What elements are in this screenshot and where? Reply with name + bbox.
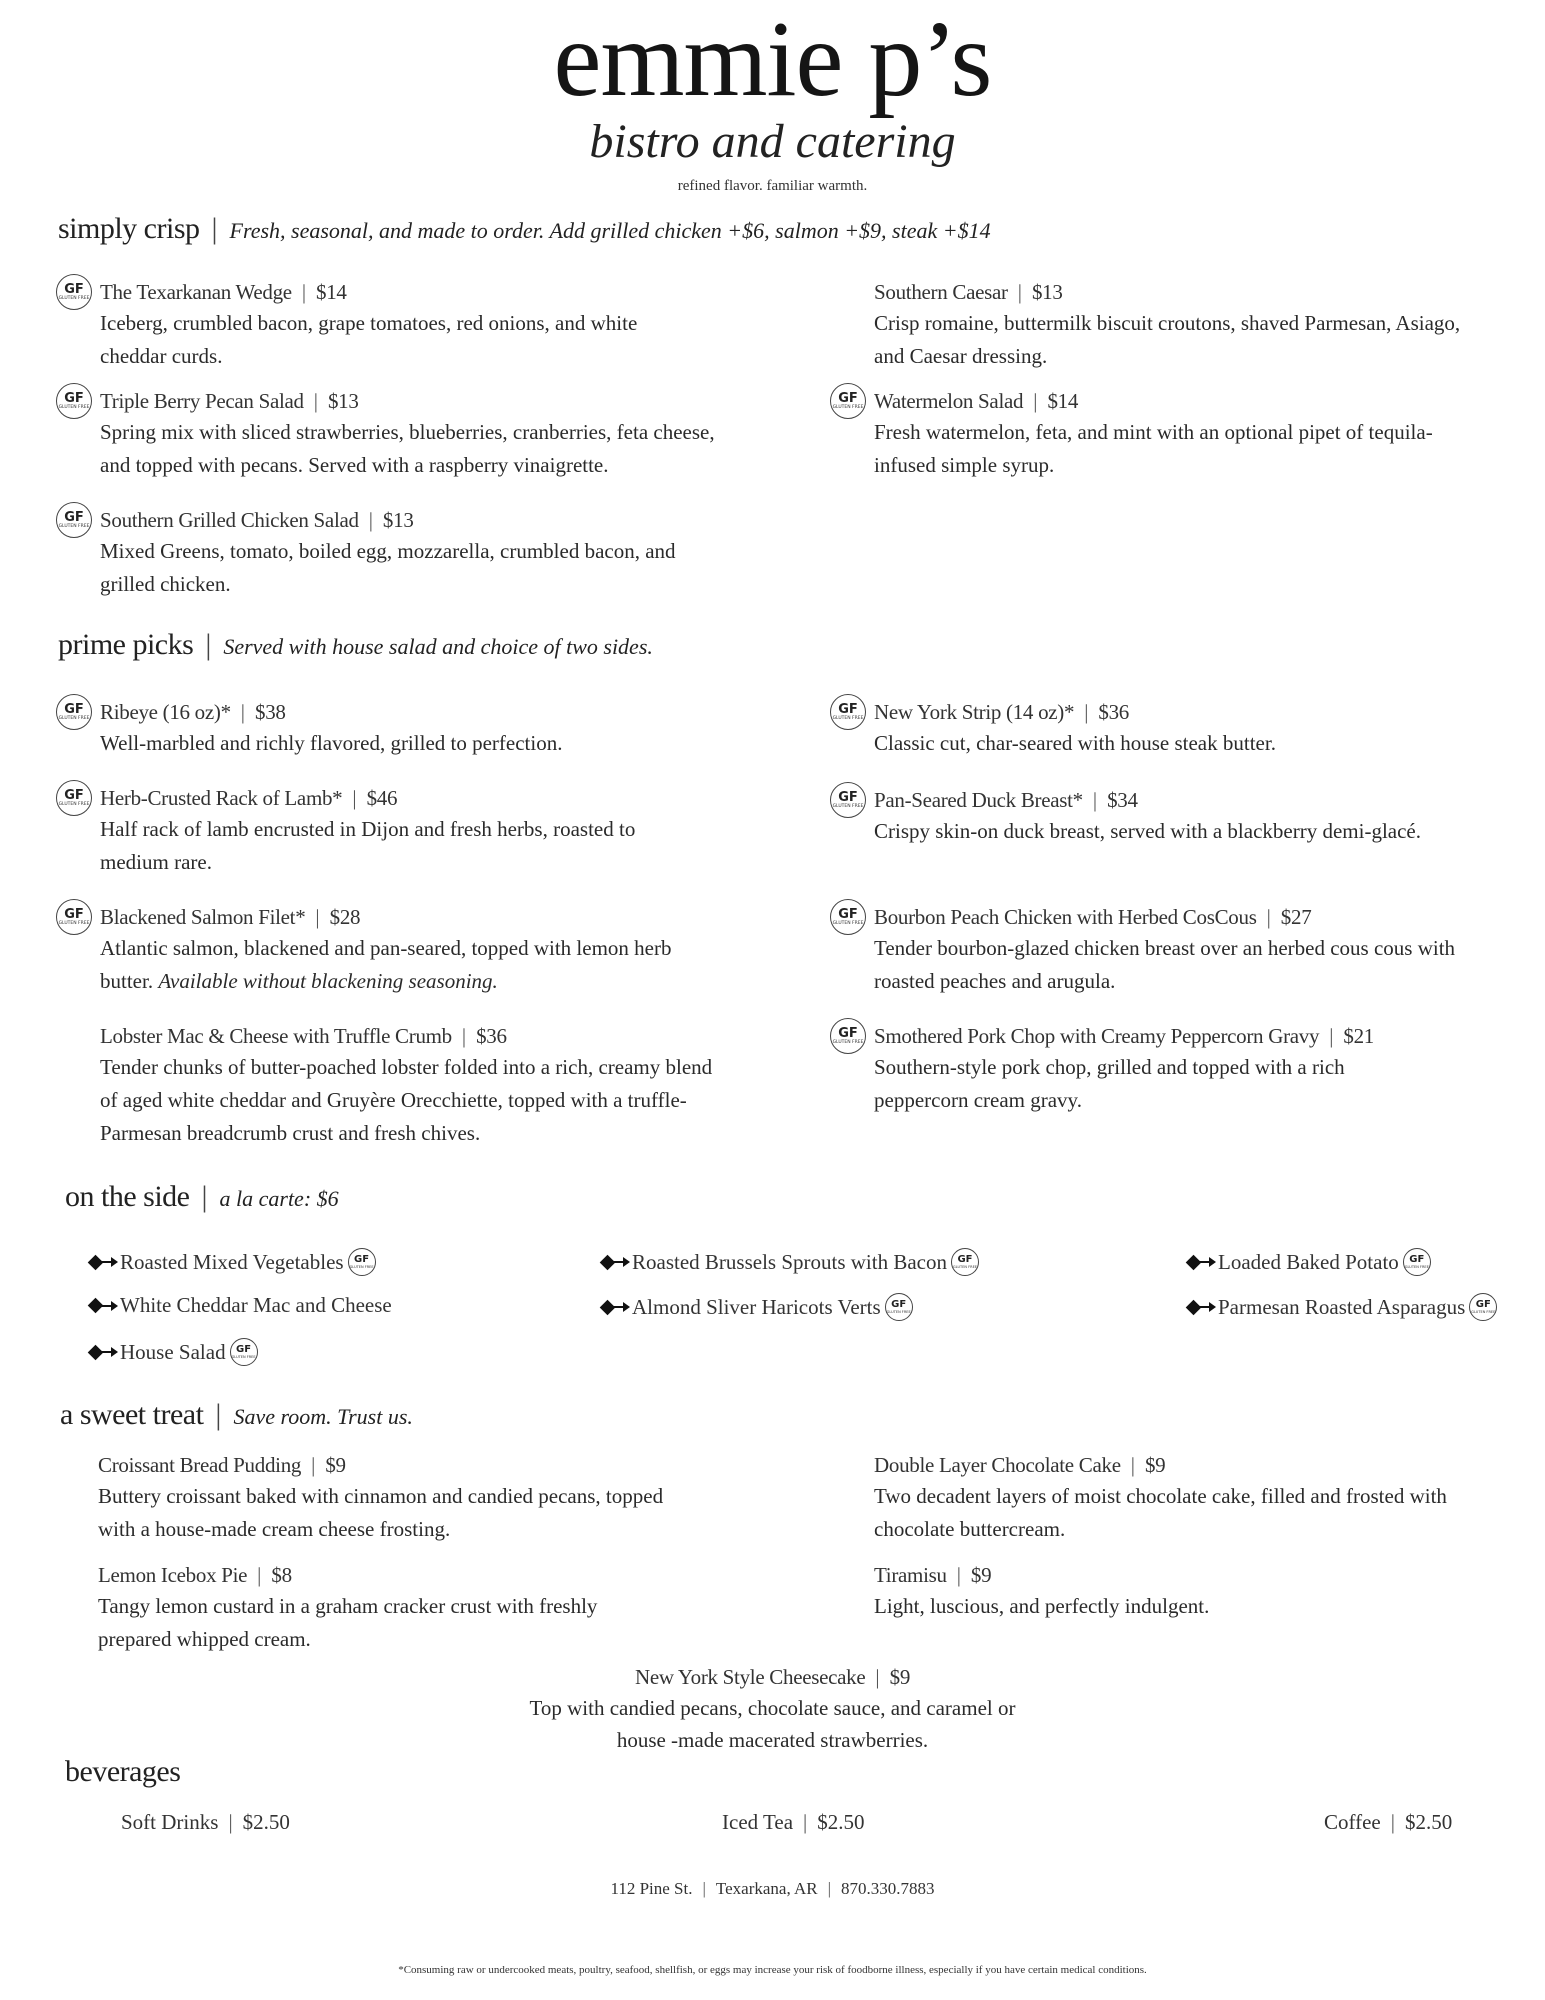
item-description: Fresh watermelon, feta, and mint with an optional pipet of tequila-infused simple syrup. bbox=[874, 420, 1433, 477]
item-name: New York Strip (14 oz)* bbox=[874, 699, 1075, 724]
side-item bbox=[90, 1293, 392, 1318]
footer-address: 112 Pine St. bbox=[610, 1879, 693, 1898]
menu-item: Lobster Mac & Cheese with Truffle Crumb | $36 Tender chunks of butter-poached lobster folded into a rich, creamy blend of aged white cheddar and Gruyère Orecchiette, topped with a truffle-Parmesan breadcrumb crust and fresh chives. bbox=[58, 1021, 698, 1150]
section-note: Fresh, seasonal, and made to order. Add grilled chicken +$6, salmon +$9, steak +$14 bbox=[229, 218, 991, 243]
menu-item: GF GLUTEN FREE Triple Berry Pecan Salad | $13 Spring mix with sliced strawberries, blueberries, cranberries, feta cheese, and topped with pecans. Served with a raspberry vinaigrette. bbox=[58, 386, 698, 482]
item-description: Iceberg, crumbled bacon, grape tomatoes, red onions, and white cheddar curds. bbox=[100, 311, 638, 368]
item-description: Tender bourbon-glazed chicken breast over an herbed cous cous with roasted peaches and arugula. bbox=[874, 936, 1456, 993]
side-item bbox=[602, 1293, 913, 1321]
divider: | bbox=[205, 628, 212, 661]
item-price: $21 bbox=[1343, 1023, 1375, 1048]
item-price: $13 bbox=[1031, 279, 1063, 304]
item-description: Buttery croissant baked with cinnamon and candied pecans, topped with a house-made cream cheese frosting. bbox=[98, 1484, 664, 1541]
item-price: $36 bbox=[476, 1023, 507, 1048]
beverage-item: Coffee | $2.50 bbox=[1324, 1810, 1453, 1834]
footer-phone: 870.330.7883 bbox=[841, 1879, 935, 1898]
item-price: $8 bbox=[271, 1562, 292, 1587]
beverage-price: $2.50 bbox=[817, 1810, 865, 1834]
section-title: prime picks bbox=[58, 628, 194, 661]
gluten-free-icon: GF GLUTEN FREE bbox=[830, 383, 866, 419]
beverage-item: Iced Tea | $2.50 bbox=[722, 1810, 865, 1834]
section-note: Served with house salad and choice of two sides. bbox=[223, 634, 653, 659]
item-name: Blackened Salmon Filet* bbox=[100, 904, 306, 929]
gluten-free-icon: GF GLUTEN FREE bbox=[56, 383, 92, 419]
item-name: Lobster Mac & Cheese with Truffle Crumb bbox=[100, 1023, 452, 1048]
beverage-name: Soft Drinks bbox=[121, 1810, 219, 1834]
menu-item: GF GLUTEN FREE Ribeye (16 oz)* | $38 Well-marbled and richly flavored, grilled to perfection. bbox=[58, 697, 698, 760]
footer-disclaimer: *Consuming raw or undercooked meats, poultry, seafood, shellfish, or eggs may increase your risk of foodborne illness, especially if you have certain medical conditions. bbox=[398, 1964, 1147, 1976]
gluten-free-icon: GF GLUTEN FREE bbox=[885, 1293, 913, 1321]
item-price: $28 bbox=[329, 904, 361, 929]
item-name: Ribeye (16 oz)* bbox=[100, 699, 231, 724]
side-item bbox=[90, 1248, 376, 1276]
item-price: $9 bbox=[1144, 1452, 1166, 1477]
menu-item: GF GLUTEN FREE Pan-Seared Duck Breast* | $34 Crispy skin-on duck breast, served with a blackberry demi-glacé. bbox=[832, 785, 1472, 848]
item-description: Spring mix with sliced strawberries, blueberries, cranberries, feta cheese, and topped with pecans. Served with a raspberry vinaigrette. bbox=[100, 420, 715, 477]
bullet-icon bbox=[90, 1300, 118, 1311]
item-description: Crispy skin-on duck breast, served with a blackberry demi-glacé. bbox=[874, 819, 1421, 843]
side-item bbox=[1188, 1248, 1431, 1276]
divider: | bbox=[211, 212, 218, 245]
gluten-free-icon: GF GLUTEN FREE bbox=[56, 502, 92, 538]
section-note: Save room. Trust us. bbox=[233, 1404, 413, 1429]
item-price: $36 bbox=[1098, 699, 1130, 724]
item-name: Pan-Seared Duck Breast* bbox=[874, 787, 1083, 812]
beverage-name: Iced Tea bbox=[722, 1810, 794, 1834]
item-description-text: Atlantic salmon, blackened and pan-seared, topped with lemon herb butter. bbox=[100, 936, 672, 993]
side-name: Roasted Brussels Sprouts with Bacon bbox=[632, 1249, 947, 1274]
item-name: Bourbon Peach Chicken with Herbed CosCous bbox=[874, 904, 1257, 929]
gluten-free-icon: GF GLUTEN FREE bbox=[830, 694, 866, 730]
item-description: Crisp romaine, buttermilk biscuit croutons, shaved Parmesan, Asiago, and Caesar dressing. bbox=[874, 311, 1461, 368]
side-item bbox=[90, 1338, 258, 1366]
footer-city: Texarkana, AR bbox=[715, 1879, 818, 1898]
gluten-free-icon: GF GLUTEN FREE bbox=[348, 1248, 376, 1276]
item-name: Southern Grilled Chicken Salad bbox=[100, 507, 359, 532]
dessert-item: Tiramisu | $9 Light, luscious, and perfectly indulgent. bbox=[874, 1560, 1514, 1623]
item-description: Two decadent layers of moist chocolate cake, filled and frosted with chocolate buttercream. bbox=[874, 1484, 1447, 1541]
item-description-note: Available without blackening seasoning. bbox=[158, 969, 498, 993]
section-heading-entrees bbox=[58, 628, 653, 662]
item-description: Southern-style pork chop, grilled and topped with a rich peppercorn cream gravy. bbox=[874, 1055, 1345, 1112]
dessert-item-featured: New York Style Cheesecake | $9 Top with candied pecans, chocolate sauce, and caramel or house -made macerated strawberries. bbox=[0, 1662, 1545, 1756]
bullet-icon bbox=[602, 1257, 630, 1268]
side-name: White Cheddar Mac and Cheese bbox=[120, 1293, 392, 1317]
gluten-free-icon: GF GLUTEN FREE bbox=[830, 899, 866, 935]
side-name: Almond Sliver Haricots Verts bbox=[632, 1294, 881, 1319]
menu-item: GF GLUTEN FREE Southern Grilled Chicken Salad | $13 Mixed Greens, tomato, boiled egg, mozzarella, crumbled bacon, and grilled chicken. bbox=[58, 505, 698, 601]
brand-name: emmie p’s bbox=[553, 0, 992, 119]
divider: | bbox=[201, 1180, 208, 1213]
divider: | bbox=[215, 1398, 222, 1431]
bullet-icon bbox=[1188, 1257, 1216, 1268]
beverage-price: $2.50 bbox=[242, 1810, 290, 1834]
item-description: Classic cut, char-seared with house steak butter. bbox=[874, 731, 1276, 755]
menu-item: GF GLUTEN FREE Smothered Pork Chop with Creamy Peppercorn Gravy | $21 Southern-style pork chop, grilled and topped with a rich peppercorn cream gravy. bbox=[832, 1021, 1472, 1117]
menu-item: GF GLUTEN FREE New York Strip (14 oz)* | $36 Classic cut, char-seared with house steak butter. bbox=[832, 697, 1472, 760]
gluten-free-icon: GF GLUTEN FREE bbox=[1469, 1293, 1497, 1321]
item-description: Mixed Greens, tomato, boiled egg, mozzarella, crumbled bacon, and grilled chicken. bbox=[100, 539, 676, 596]
gluten-free-icon: GF GLUTEN FREE bbox=[951, 1248, 979, 1276]
item-price: $46 bbox=[366, 785, 398, 810]
footer-contact: 112 Pine St. | Texarkana, AR | 870.330.7883 bbox=[610, 1879, 935, 1898]
item-name: Triple Berry Pecan Salad bbox=[100, 388, 304, 413]
section-title: simply crisp bbox=[58, 212, 200, 245]
section-title: beverages bbox=[65, 1755, 181, 1788]
item-price: $9 bbox=[325, 1452, 346, 1477]
item-price: $13 bbox=[382, 507, 414, 532]
item-name: Smothered Pork Chop with Creamy Peppercorn Gravy bbox=[874, 1023, 1320, 1048]
menu-item: GF GLUTEN FREE Herb-Crusted Rack of Lamb* | $46 Half rack of lamb encrusted in Dijon and fresh herbs, roasted to medium rare. bbox=[58, 783, 698, 879]
item-name: Watermelon Salad bbox=[874, 388, 1024, 413]
item-description bbox=[58, 932, 700, 998]
side-name: Loaded Baked Potato bbox=[1218, 1249, 1399, 1274]
section-heading-desserts bbox=[60, 1398, 413, 1432]
beverage-name: Coffee bbox=[1324, 1810, 1381, 1834]
menu-item: GF GLUTEN FREE Watermelon Salad | $14 Fresh watermelon, feta, and mint with an optional pipet of tequila-infused simple syrup. bbox=[832, 386, 1472, 482]
item-description: Tangy lemon custard in a graham cracker crust with freshly prepared whipped cream. bbox=[98, 1594, 598, 1651]
item-price: $14 bbox=[316, 279, 347, 304]
item-description: Well-marbled and richly flavored, grilled to perfection. bbox=[100, 731, 563, 755]
dessert-item: Croissant Bread Pudding | $9 Buttery croissant baked with cinnamon and candied pecans, topped with a house-made cream cheese frosting. bbox=[98, 1450, 738, 1546]
item-description: Half rack of lamb encrusted in Dijon and fresh herbs, roasted to medium rare. bbox=[100, 817, 636, 874]
gluten-free-icon: GF GLUTEN FREE bbox=[1403, 1248, 1431, 1276]
item-name: Croissant Bread Pudding bbox=[98, 1452, 302, 1477]
item-name: Lemon Icebox Pie bbox=[98, 1562, 248, 1587]
brand-tagline: refined flavor. familiar warmth. bbox=[677, 178, 868, 194]
menu-item: GF GLUTEN FREE Blackened Salmon Filet* | $28 Atlantic salmon, blackened and pan-seared, topped with lemon herb butter. Available without blackening seasoning. bbox=[58, 902, 698, 998]
item-price: $34 bbox=[1107, 787, 1138, 812]
item-price: $14 bbox=[1047, 388, 1079, 413]
side-name: House Salad bbox=[120, 1339, 226, 1364]
item-name: Southern Caesar bbox=[874, 279, 1008, 304]
gluten-free-icon: GF GLUTEN FREE bbox=[230, 1338, 258, 1366]
section-title: a sweet treat bbox=[60, 1398, 204, 1431]
menu-item: GF GLUTEN FREE Bourbon Peach Chicken with Herbed CosCous | $27 Tender bourbon-glazed chicken breast over an herbed cous cous with roasted peaches and arugula. bbox=[832, 902, 1472, 998]
dessert-item: Lemon Icebox Pie | $8 Tangy lemon custard in a graham cracker crust with freshly prepared whipped cream. bbox=[98, 1560, 738, 1656]
beverage-price: $2.50 bbox=[1404, 1810, 1453, 1834]
item-description: Tender chunks of butter-poached lobster folded into a rich, creamy blend of aged white cheddar and Gruyère Orecchiette, topped with a truffle-Parmesan breadcrumb crust and fresh chives. bbox=[100, 1055, 713, 1145]
section-heading-beverages bbox=[65, 1755, 180, 1789]
item-price: $27 bbox=[1280, 904, 1312, 929]
item-price: $38 bbox=[255, 699, 286, 724]
gluten-free-icon: GF GLUTEN FREE bbox=[56, 694, 92, 730]
gluten-free-icon: GF GLUTEN FREE bbox=[830, 1018, 866, 1054]
item-price: $9 bbox=[970, 1562, 992, 1587]
bullet-icon bbox=[90, 1347, 118, 1358]
gluten-free-icon: GF GLUTEN FREE bbox=[56, 899, 92, 935]
item-name: Tiramisu bbox=[874, 1562, 947, 1587]
menu-item: GF GLUTEN FREE The Texarkanan Wedge | $14 Iceberg, crumbled bacon, grape tomatoes, red onions, and white cheddar curds. bbox=[58, 277, 698, 373]
item-price: $9 bbox=[889, 1664, 911, 1689]
side-name: Roasted Mixed Vegetables bbox=[120, 1249, 344, 1274]
gluten-free-icon: GF GLUTEN FREE bbox=[56, 274, 92, 310]
item-name: Herb-Crusted Rack of Lamb* bbox=[100, 785, 343, 810]
dessert-item: Double Layer Chocolate Cake | $9 Two decadent layers of moist chocolate cake, filled and frosted with chocolate buttercream. bbox=[874, 1450, 1514, 1546]
section-heading-salads bbox=[58, 212, 991, 246]
gluten-free-icon: GF GLUTEN FREE bbox=[56, 780, 92, 816]
side-item bbox=[602, 1248, 979, 1276]
item-price: $13 bbox=[327, 388, 359, 413]
gluten-free-icon: GF GLUTEN FREE bbox=[830, 782, 866, 818]
section-heading-sides bbox=[65, 1180, 339, 1214]
side-item bbox=[1188, 1293, 1497, 1321]
bullet-icon bbox=[1188, 1302, 1216, 1313]
beverage-item: Soft Drinks | $2.50 bbox=[121, 1810, 290, 1834]
item-name: Double Layer Chocolate Cake bbox=[874, 1452, 1121, 1477]
bullet-icon bbox=[602, 1302, 630, 1313]
brand-script: bistro and catering bbox=[589, 115, 956, 168]
section-note: a la carte: $6 bbox=[219, 1186, 339, 1211]
item-description: house -made macerated strawberries. bbox=[616, 1728, 929, 1752]
section-title: on the side bbox=[65, 1180, 190, 1213]
item-name: New York Style Cheesecake bbox=[634, 1664, 866, 1689]
bullet-icon bbox=[90, 1257, 118, 1268]
item-description: Light, luscious, and perfectly indulgent. bbox=[874, 1594, 1210, 1618]
item-description: Top with candied pecans, chocolate sauce, and caramel or bbox=[529, 1696, 1016, 1720]
item-name: The Texarkanan Wedge bbox=[100, 279, 292, 304]
menu-item: Southern Caesar | $13 Crisp romaine, buttermilk biscuit croutons, shaved Parmesan, Asiago, and Caesar dressing. bbox=[832, 277, 1472, 373]
side-name: Parmesan Roasted Asparagus bbox=[1218, 1294, 1466, 1319]
